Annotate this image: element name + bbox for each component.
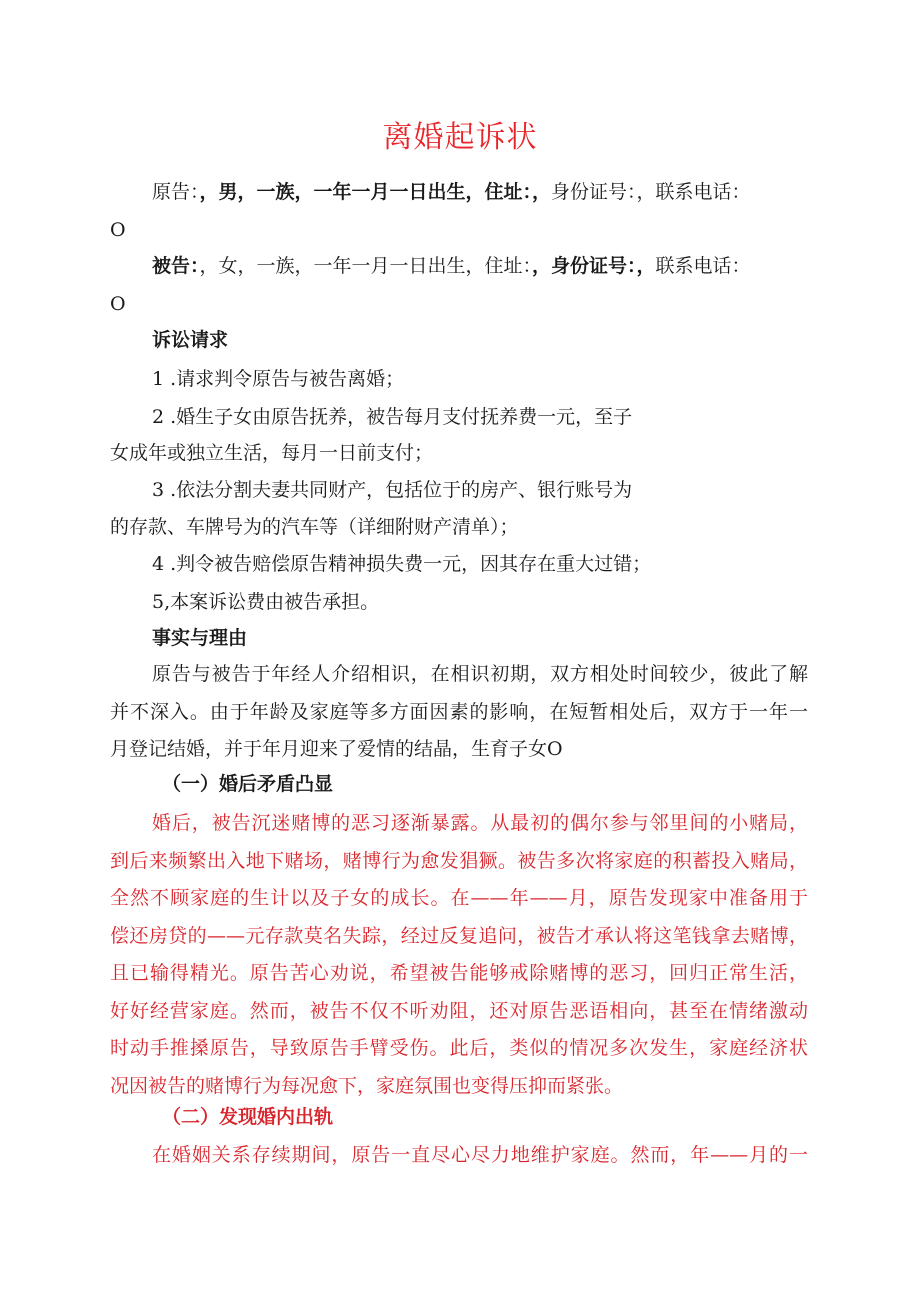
claim-item-2: 2 .婚生子女由原告抚养，被告每月支付抚养费一元，至子 [152, 406, 633, 428]
defendant-id: ，身份证号：， [532, 255, 656, 277]
section1-heading: （一）婚后矛盾凸显 [162, 773, 334, 795]
facts-heading: 事实与理由 [152, 627, 248, 649]
plaintiff-contact: 身份证号：，联系电话： [551, 181, 751, 203]
claim-item-4: 4 .判令被告赔偿原告精神损失费一元，因其存在重大过错； [152, 553, 652, 575]
section1-line: 偿还房贷的——元存款莫名失踪，经过反复追问，被告才承认将这笔钱拿去赌博， [110, 924, 808, 947]
plaintiff-label: 原告： [152, 181, 200, 203]
section1-line: 况因被告的赌博行为每况愈下，家庭氛围也变得压抑而紧张。 [110, 1074, 624, 1097]
facts-line: 原告与被告于年经人介绍相识，在相识初期，双方相处时间较少，彼此了解 [152, 663, 808, 685]
section1-paragraph [110, 805, 808, 1105]
claim-item-3-cont: 的存款、车牌号为的汽车等（详细附财产清单）； [110, 516, 519, 538]
section1-line: 婚后，被告沉迷赌博的恶习逐渐暴露。从最初的偶尔参与邻里间的小赌局， [152, 812, 808, 834]
section2-heading: （二）发现婚内出轨 [162, 1106, 334, 1128]
claims-heading: 诉讼请求 [152, 329, 229, 351]
defendant-line-cont: O [110, 293, 126, 315]
defendant-line [152, 254, 751, 278]
claim-item-2-cont: 女成年或独立生活，每月一日前支付； [110, 442, 434, 464]
claim-item-5: 5,本案诉讼费由被告承担。 [152, 591, 380, 613]
plaintiff-line-cont: O [110, 219, 126, 241]
section2-paragraph [110, 1137, 808, 1175]
section1-line: 全然不顾家庭的生计以及子女的成长。在——年——月，原告发现家中准备用于 [110, 887, 808, 909]
claim-item-1: 1 .请求判令原告与被告离婚； [152, 368, 405, 390]
document-title: 离婚起诉状 [382, 120, 538, 155]
section1-line: 好好经营家庭。然而，被告不仅不听劝阻，还对原告恶语相向，甚至在情绪激动 [110, 999, 808, 1022]
section1-line: 时动手推搡原告，导致原告手臂受伤。此后，类似的情况多次发生，家庭经济状 [110, 1037, 808, 1059]
plaintiff-line [152, 180, 751, 204]
section1-line: 且已输得精光。原告苦心劝说，希望被告能够戒除赌博的恶习，回归正常生活， [110, 962, 808, 984]
facts-line: 并不深入。由于年龄及家庭等多方面因素的影响，在短暂相处后，双方于一年一 [110, 700, 808, 723]
facts-line: 月登记结婚，并于年月迎来了爱情的结晶，生育子女O [110, 738, 563, 760]
plaintiff-details: ，男，一族，一年一月一日出生，住址：， [199, 181, 552, 203]
facts-paragraph [110, 656, 808, 769]
section2-line: 在婚姻关系存续期间，原告一直尽心尽力地维护家庭。然而，年——月的一 [152, 1144, 808, 1166]
defendant-contact: 联系电话： [655, 255, 751, 277]
claim-item-3: 3 .依法分割夫妻共同财产，包括位于的房产、银行账号为 [152, 479, 633, 501]
section1-line: 到后来频繁出入地下赌场，赌博行为愈发猖獗。被告多次将家庭的积蓄投入赌局， [110, 849, 808, 872]
defendant-label: 被告： [152, 255, 200, 277]
defendant-details: ，女，一族，一年一月一日出生，住址： [199, 255, 533, 277]
